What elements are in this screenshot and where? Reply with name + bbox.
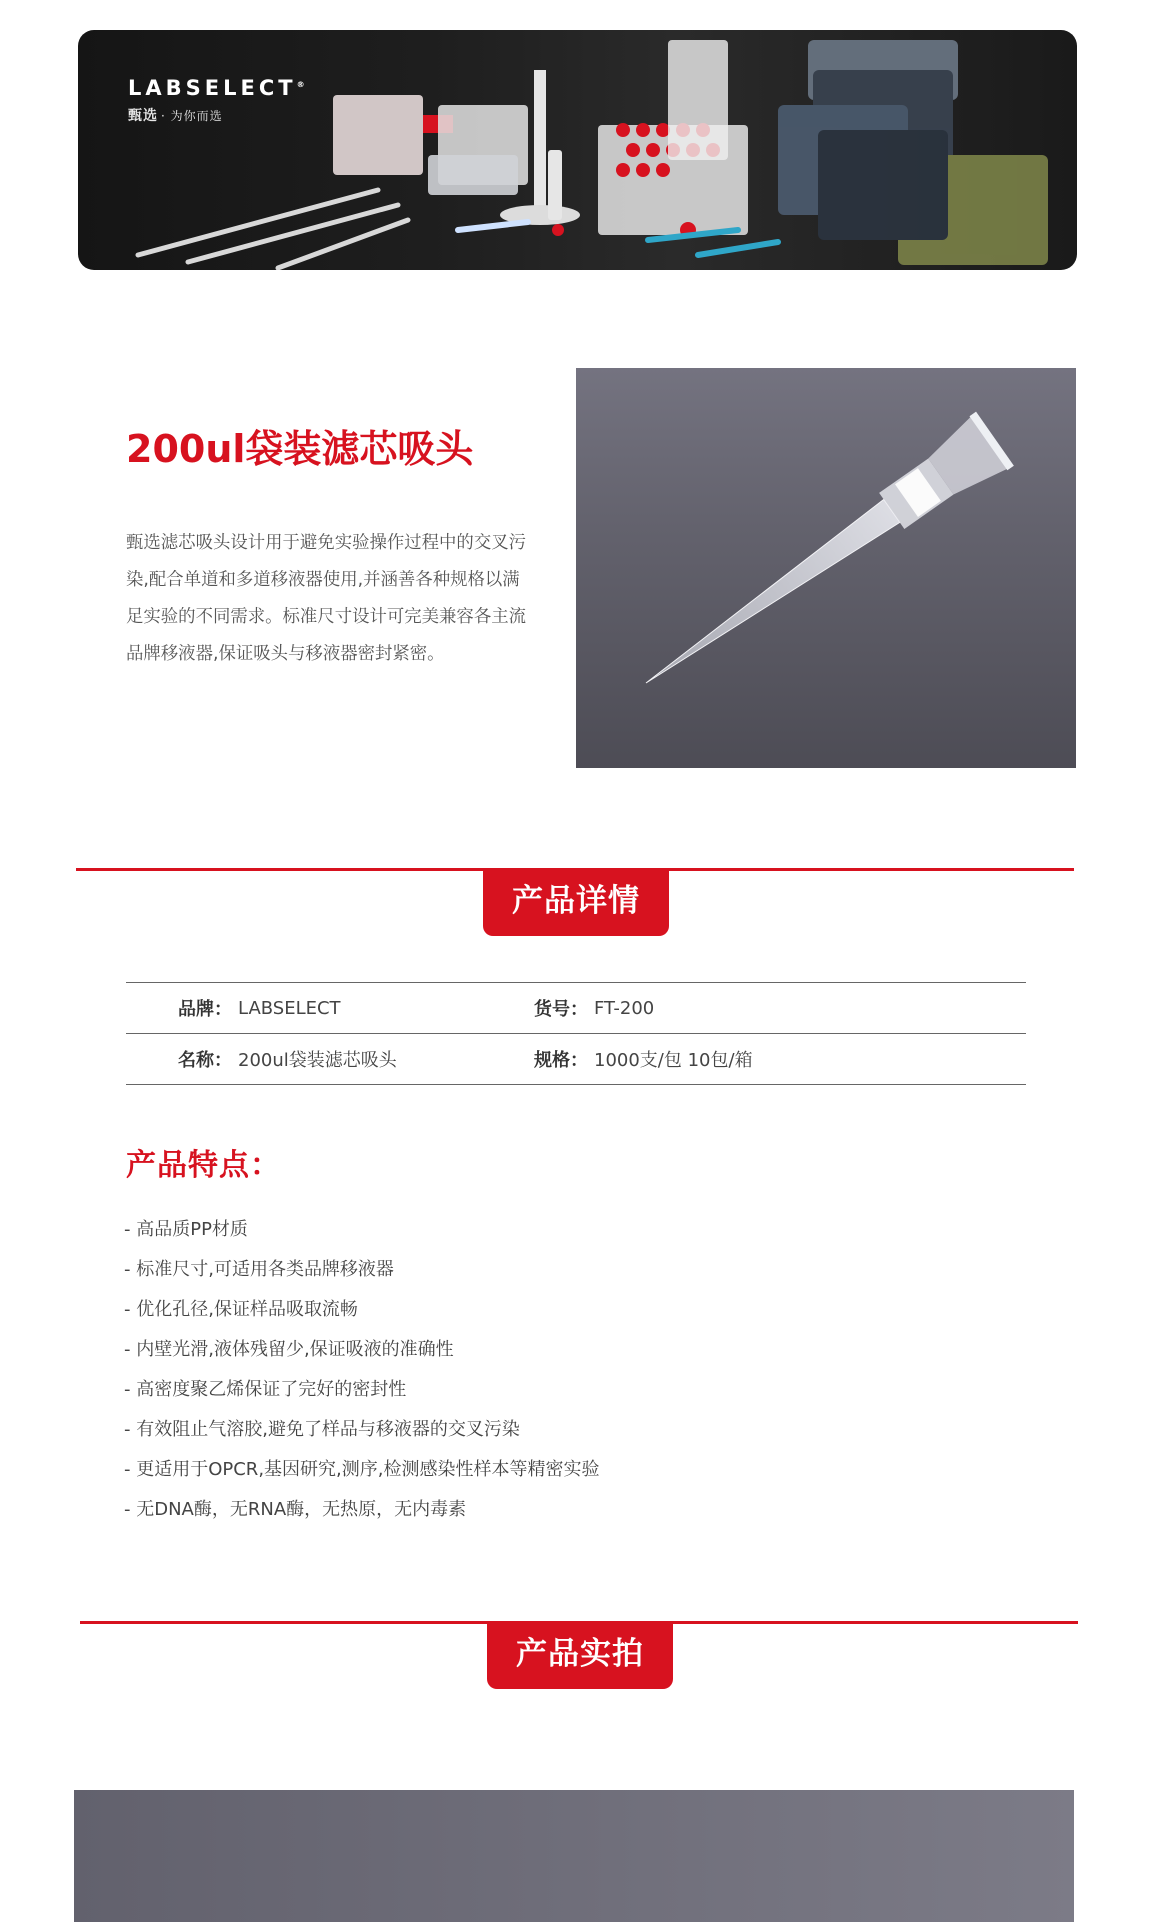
hero-banner xyxy=(78,30,1077,270)
table-row xyxy=(126,983,1026,1033)
spec-value: LABSELECT xyxy=(238,997,341,1019)
brand-name: LABSELECT® xyxy=(128,76,305,100)
spec-table xyxy=(126,982,1026,1085)
spec-key: 货号： xyxy=(534,999,588,1020)
list-item: - 高密度聚乙烯保证了完好的密封性 xyxy=(124,1379,407,1400)
spec-key: 规格： xyxy=(534,1050,588,1071)
product-title: 200ul袋装滤芯吸头 xyxy=(126,427,474,471)
spec-value: 200ul袋装滤芯吸头 xyxy=(238,1050,397,1071)
list-item: - 有效阻止气溶胶,避免了样品与移液器的交叉污染 xyxy=(124,1419,520,1440)
section-tab-details: 产品详情 xyxy=(483,870,669,936)
features-title: 产品特点： xyxy=(126,1148,281,1183)
features-list xyxy=(124,1213,599,1533)
spec-key: 名称： xyxy=(178,1050,232,1071)
list-item: - 高品质PP材质 xyxy=(124,1219,248,1240)
list-item: - 标准尺寸,可适用各类品牌移液器 xyxy=(124,1259,394,1280)
table-row xyxy=(126,1033,1026,1084)
brand-logo xyxy=(128,76,305,125)
list-item: - 无DNA酶，无RNA酶，无热原，无内毒素 xyxy=(124,1499,467,1520)
spec-key: 品牌： xyxy=(178,999,232,1020)
section-tab-photos: 产品实拍 xyxy=(487,1623,673,1689)
lab-products-illustration xyxy=(78,30,1077,270)
pipette-tip-image xyxy=(576,368,1076,768)
spec-value: 1000支/包 10包/箱 xyxy=(594,1050,753,1071)
product-photo xyxy=(576,368,1076,768)
product-description: 甄选滤芯吸头设计用于避免实验操作过程中的交叉污染,配合单道和多道移液器使用,并涵善各种规格以满足实验的不同需求。标准尺寸设计可完美兼容各主流品牌移液器,保证吸头与移液器密封紧密。 xyxy=(126,533,526,664)
product-photo-bottom xyxy=(74,1790,1074,1922)
spec-value: FT-200 xyxy=(594,997,655,1019)
list-item: - 优化孔径,保证样品吸取流畅 xyxy=(124,1299,358,1320)
list-item: - 内壁光滑,液体残留少,保证吸液的准确性 xyxy=(124,1339,454,1360)
list-item: - 更适用于OPCR,基因研究,测序,检测感染性样本等精密实验 xyxy=(124,1459,600,1480)
brand-slogan: 甄选 · 为你而选 xyxy=(128,108,223,124)
